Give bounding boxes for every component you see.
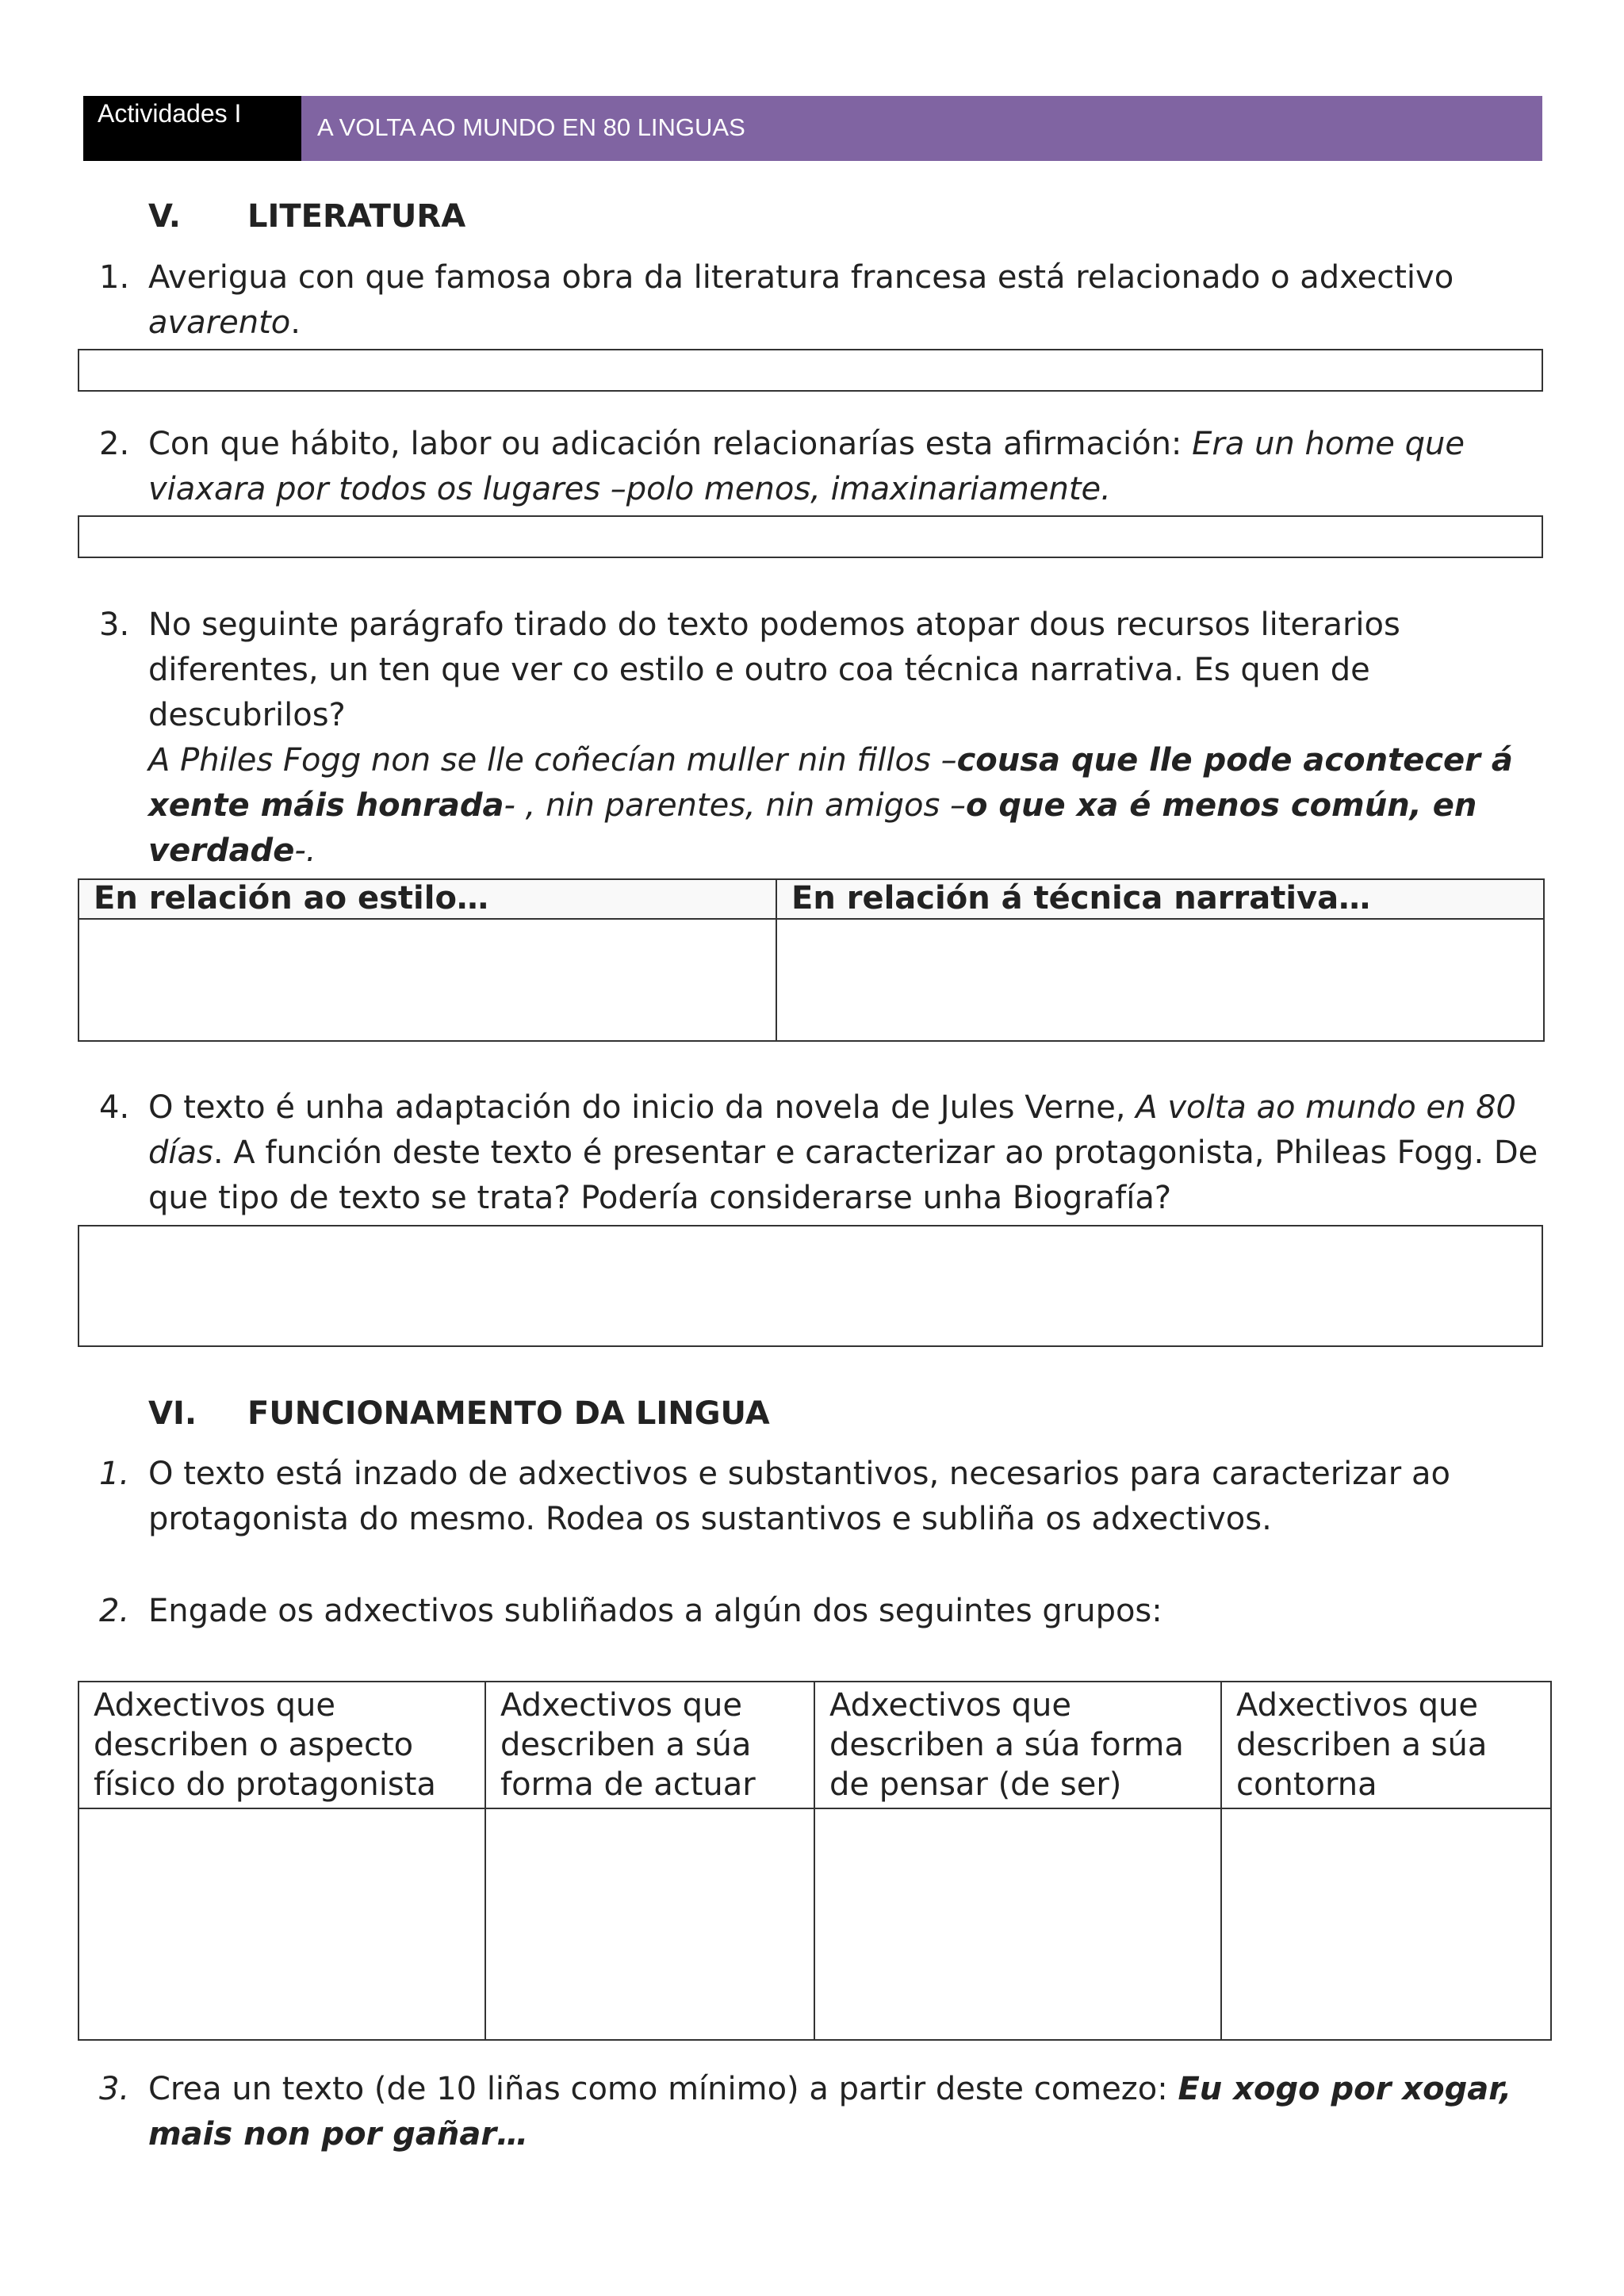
question-number: 2. xyxy=(99,426,130,462)
question-text: Con que hábito, labor ou adicación relacionarías esta afirmación: Era un home que viaxara por todos os lugares –polo menos, imaxinariamente. xyxy=(148,426,1465,507)
answer-cell-thinking[interactable] xyxy=(814,1808,1221,2040)
question-text: Engade os adxectivos subliñados a algún dos seguintes grupos: xyxy=(148,1593,1162,1629)
answer-cell-physical[interactable] xyxy=(79,1808,485,2040)
question-number: 4. xyxy=(99,1089,130,1126)
section-v-number: V. xyxy=(148,198,181,235)
table-header-physical: Adxectivos que describen o aspecto físico do protagonista xyxy=(79,1682,485,1808)
answer-box-4[interactable] xyxy=(78,1225,1543,1347)
question-text: O texto é unha adaptación do inicio da novela de Jules Verne, A volta ao mundo en 80 días. A función deste texto é presentar e caracterizar ao protagonista, Phileas Fogg. De que tipo de texto se trata? Podería considerarse unha Biografía? xyxy=(148,1089,1538,1216)
question-number: 2. xyxy=(99,1593,130,1629)
table-header-style: En relación ao estilo… xyxy=(79,879,776,919)
header-activity-label xyxy=(83,96,301,161)
header-activity-text: Actividades I xyxy=(98,99,242,128)
section-v-title: LITERATURA xyxy=(247,198,466,235)
answer-cell-style[interactable] xyxy=(79,919,776,1041)
section-vi-title: FUNCIONAMENTO DA LINGUA xyxy=(247,1395,770,1432)
question-text: O texto está inzado de adxectivos e substantivos, necesarios para caracterizar ao protagonista do mesmo. Rodea os sustantivos e subliña os adxectivos. xyxy=(148,1456,1450,1537)
header-title-bar xyxy=(301,96,1542,161)
answer-cell-narrative[interactable] xyxy=(776,919,1544,1041)
question-text: No seguinte parágrafo tirado do texto podemos atopar dous recursos literarios diferentes, un ten que ver co estilo e outro coa técnica narrativa. Es quen de descubrilos? A Philes Fogg non se lle coñecían muller nin fillos –cousa que lle pode acontecer á xente máis honrada- , nin parentes, nin amigos –o que xa é menos común, en verdade-. xyxy=(148,607,1513,869)
table-header-surroundings: Adxectivos que describen a súa contorna xyxy=(1221,1682,1551,1808)
quote-text: A Philes Fogg non se lle coñecían muller nin fillos – xyxy=(148,742,957,779)
answer-cell-surroundings[interactable] xyxy=(1221,1808,1551,2040)
question-text: Averigua con que famosa obra da literatura francesa está relacionado o adxectivo avarento. xyxy=(148,259,1454,341)
question-number: 1. xyxy=(99,1456,130,1492)
style-narrative-table xyxy=(78,878,1545,1042)
table-header-thinking: Adxectivos que describen a súa forma de pensar (de ser) xyxy=(814,1682,1221,1808)
section-vi-number: VI. xyxy=(148,1395,197,1432)
question-number: 1. xyxy=(99,259,130,296)
table-header-acting: Adxectivos que describen a súa forma de actuar xyxy=(485,1682,814,1808)
question-text: Crea un texto (de 10 liñas como mínimo) a partir deste comezo: Eu xogo por xogar, mais non por gañar… xyxy=(148,2071,1512,2152)
table-header-narrative: En relación á técnica narrativa… xyxy=(776,879,1544,919)
answer-box-1[interactable] xyxy=(78,349,1543,392)
answer-cell-acting[interactable] xyxy=(485,1808,814,2040)
question-number: 3. xyxy=(99,607,130,643)
header-title: A VOLTA AO MUNDO EN 80 LINGUAS xyxy=(317,113,745,141)
question-number: 3. xyxy=(99,2071,130,2107)
adjectives-table xyxy=(78,1681,1552,2041)
answer-box-2[interactable] xyxy=(78,515,1543,558)
